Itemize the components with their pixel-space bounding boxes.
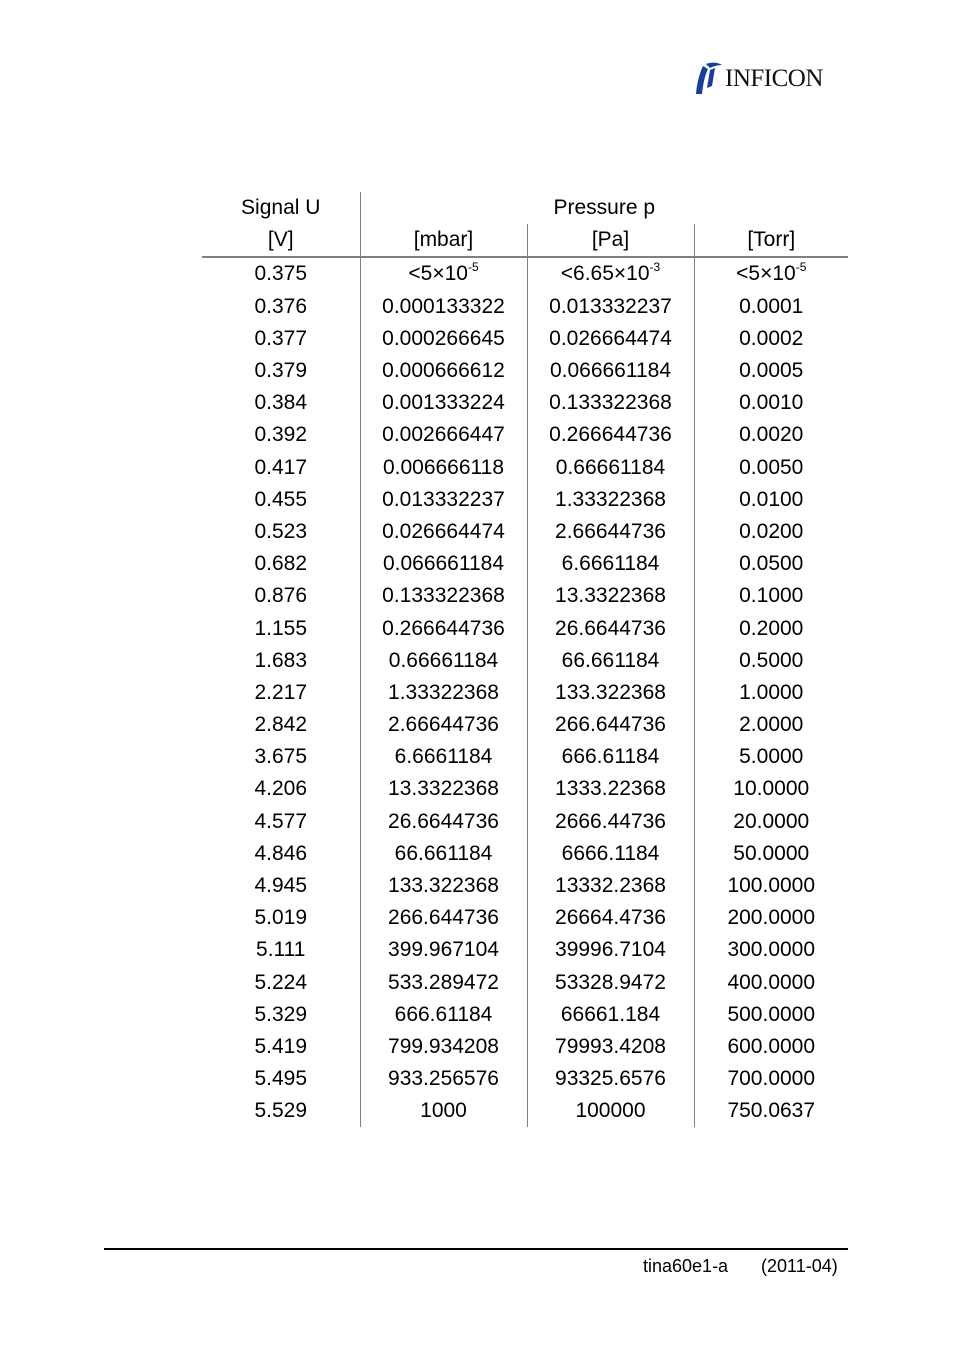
pa-cell: 1333.22368 (527, 773, 694, 805)
mbar-cell: $<5\times 10^{-5}$ (360, 257, 527, 290)
mbar-cell: 0.001333224 (360, 387, 527, 419)
mbar-cell: 266.644736 (360, 902, 527, 934)
signal-cell: 0.384 (254, 391, 308, 415)
signal-cell: 2.842 (254, 713, 308, 737)
torr-cell: 0.0020 (694, 419, 848, 451)
table-row (202, 773, 848, 805)
pa-cell: 93325.6576 (527, 1063, 694, 1095)
table-row (202, 516, 848, 548)
pa-cell: 0.133322368 (527, 387, 694, 419)
torr-cell: 750.0637 (694, 1095, 848, 1127)
mbar-cell: 66.661184 (360, 838, 527, 870)
table-unit-row (202, 224, 848, 257)
pa-cell: 6.6661184 (527, 548, 694, 580)
signal-cell: 0.682 (254, 552, 308, 576)
mbar-cell: 0.066661184 (360, 548, 527, 580)
mbar-cell: 0.266644736 (360, 612, 527, 644)
mbar-cell: 1000 (360, 1095, 527, 1127)
pa-cell: 0.66661184 (527, 452, 694, 484)
pa-cell: 66.661184 (527, 645, 694, 677)
signal-cell: 0.376 (254, 294, 308, 318)
torr-cell: 50.0000 (694, 838, 848, 870)
pa-cell: 26664.4736 (527, 902, 694, 934)
pa-cell: 0.026664474 (527, 323, 694, 355)
mbar-cell: 1.33322368 (360, 677, 527, 709)
pa-cell: 39996.7104 (527, 934, 694, 966)
mbar-cell: 0.002666447 (360, 419, 527, 451)
logo-wordmark: INFICON (725, 65, 823, 92)
table-row (202, 741, 848, 773)
signal-cell: 0.379 (254, 359, 308, 383)
table-row (202, 452, 848, 484)
signal-cell: 5.495 (254, 1067, 308, 1091)
mbar-cell: 0.000666612 (360, 355, 527, 387)
torr-cell: 0.0050 (694, 452, 848, 484)
signal-cell: 1.155 (254, 616, 308, 640)
mbar-cell: 13.3322368 (360, 773, 527, 805)
pa-cell: 66661.184 (527, 999, 694, 1031)
mbar-cell: 0.133322368 (360, 580, 527, 612)
torr-cell: 2.0000 (694, 709, 848, 741)
torr-cell: 600.0000 (694, 1031, 848, 1063)
mbar-cell: 399.967104 (360, 934, 527, 966)
pa-cell: $<6.65\times 10^{-3}$ (527, 257, 694, 290)
signal-cell: 5.329 (254, 1002, 308, 1026)
mbar-cell: 133.322368 (360, 870, 527, 902)
table-row (202, 387, 848, 419)
table-row (202, 806, 848, 838)
table-row (202, 999, 848, 1031)
signal-cell: 0.375 (254, 262, 308, 286)
table-row (202, 257, 848, 290)
mbar-cell: 0.000266645 (360, 323, 527, 355)
signal-cell: 1.683 (254, 648, 308, 672)
signal-cell: 4.846 (254, 841, 308, 865)
torr-cell: 700.0000 (694, 1063, 848, 1095)
mbar-cell: 0.006666118 (360, 452, 527, 484)
torr-cell: 100.0000 (694, 870, 848, 902)
torr-cell: 300.0000 (694, 934, 848, 966)
torr-cell: 0.0100 (694, 484, 848, 516)
pa-cell: 666.61184 (527, 741, 694, 773)
table-row (202, 1063, 848, 1095)
signal-header: Signal U (241, 196, 321, 220)
mbar-cell: 6.6661184 (360, 741, 527, 773)
footer-document-id: tina60e1-a (643, 1256, 729, 1276)
torr-cell: 0.0005 (694, 355, 848, 387)
torr-cell: 0.0002 (694, 323, 848, 355)
pa-cell: 0.266644736 (527, 419, 694, 451)
signal-cell: 0.523 (254, 519, 308, 543)
pa-cell: 2.66644736 (527, 516, 694, 548)
table-row (202, 902, 848, 934)
unit-torr: [Torr] (694, 224, 848, 257)
table-row (202, 677, 848, 709)
torr-cell: 1.0000 (694, 677, 848, 709)
signal-cell: 2.217 (254, 680, 308, 704)
table-row (202, 355, 848, 387)
unit-mbar: [mbar] (360, 224, 527, 257)
table-row (202, 612, 848, 644)
signal-cell: 4.945 (254, 874, 308, 898)
mbar-cell: 533.289472 (360, 967, 527, 999)
torr-cell: 20.0000 (694, 806, 848, 838)
pa-cell: 53328.9472 (527, 967, 694, 999)
signal-cell: 5.419 (254, 1034, 308, 1058)
torr-cell: 500.0000 (694, 999, 848, 1031)
pa-cell: 2666.44736 (527, 806, 694, 838)
signal-cell: 4.577 (254, 809, 308, 833)
mbar-cell: 2.66644736 (360, 709, 527, 741)
torr-cell: 0.0200 (694, 516, 848, 548)
pa-cell: 0.013332237 (527, 291, 694, 323)
pa-cell: 13.3322368 (527, 580, 694, 612)
mbar-cell: 0.013332237 (360, 484, 527, 516)
pa-cell: 13332.2368 (527, 870, 694, 902)
mbar-cell: 0.000133322 (360, 291, 527, 323)
signal-cell: 4.206 (254, 777, 308, 801)
footer-date: (2011-04) (761, 1256, 838, 1276)
torr-cell: 0.1000 (694, 580, 848, 612)
pa-cell: 133.322368 (527, 677, 694, 709)
torr-cell: 400.0000 (694, 967, 848, 999)
signal-cell: 0.417 (254, 455, 308, 479)
torr-cell: 0.5000 (694, 645, 848, 677)
table-title-row (202, 192, 848, 224)
footer-rule (104, 1248, 848, 1250)
pa-cell: 100000 (527, 1095, 694, 1127)
signal-cell: 0.876 (254, 584, 308, 608)
pa-cell: 266.644736 (527, 709, 694, 741)
torr-cell: 0.0500 (694, 548, 848, 580)
pa-cell: 1.33322368 (527, 484, 694, 516)
unit-pa: [Pa] (527, 224, 694, 257)
signal-cell: 0.392 (254, 423, 308, 447)
table-row (202, 934, 848, 966)
signal-cell: 5.111 (256, 938, 306, 962)
inficon-logo (694, 62, 846, 96)
mbar-cell: 799.934208 (360, 1031, 527, 1063)
signal-cell: 5.529 (254, 1099, 308, 1123)
torr-cell: 0.0001 (694, 291, 848, 323)
signal-cell: 3.675 (254, 745, 308, 769)
table-row (202, 1031, 848, 1063)
torr-cell: 10.0000 (694, 773, 848, 805)
table-row (202, 291, 848, 323)
torr-cell: 200.0000 (694, 902, 848, 934)
unit-volt: [V] (202, 224, 360, 257)
torr-cell: 0.2000 (694, 612, 848, 644)
torr-cell: 5.0000 (694, 741, 848, 773)
table-row (202, 870, 848, 902)
table-row (202, 419, 848, 451)
torr-cell: $<5\times 10^{-5}$ (694, 257, 848, 290)
mbar-cell: 933.256576 (360, 1063, 527, 1095)
table-row (202, 484, 848, 516)
mbar-cell: 0.66661184 (360, 645, 527, 677)
signal-cell: 0.455 (254, 487, 308, 511)
inficon-logo-mark-icon (694, 62, 724, 96)
signal-cell: 0.377 (254, 326, 308, 350)
pressure-conversion-table (202, 192, 848, 1127)
mbar-cell: 666.61184 (360, 999, 527, 1031)
mbar-cell: 26.6644736 (360, 806, 527, 838)
torr-cell: 0.0010 (694, 387, 848, 419)
pa-cell: 6666.1184 (527, 838, 694, 870)
pa-cell: 26.6644736 (527, 612, 694, 644)
table-row (202, 548, 848, 580)
mbar-cell: 0.026664474 (360, 516, 527, 548)
table-row (202, 645, 848, 677)
table-row (202, 1095, 848, 1127)
table-row (202, 323, 848, 355)
pa-cell: 0.066661184 (527, 355, 694, 387)
signal-cell: 5.224 (254, 970, 308, 994)
table-row (202, 709, 848, 741)
signal-cell: 5.019 (254, 906, 308, 930)
pa-cell: 79993.4208 (527, 1031, 694, 1063)
table-row (202, 838, 848, 870)
table-row (202, 967, 848, 999)
table-row (202, 580, 848, 612)
pressure-header: Pressure p (360, 192, 848, 224)
